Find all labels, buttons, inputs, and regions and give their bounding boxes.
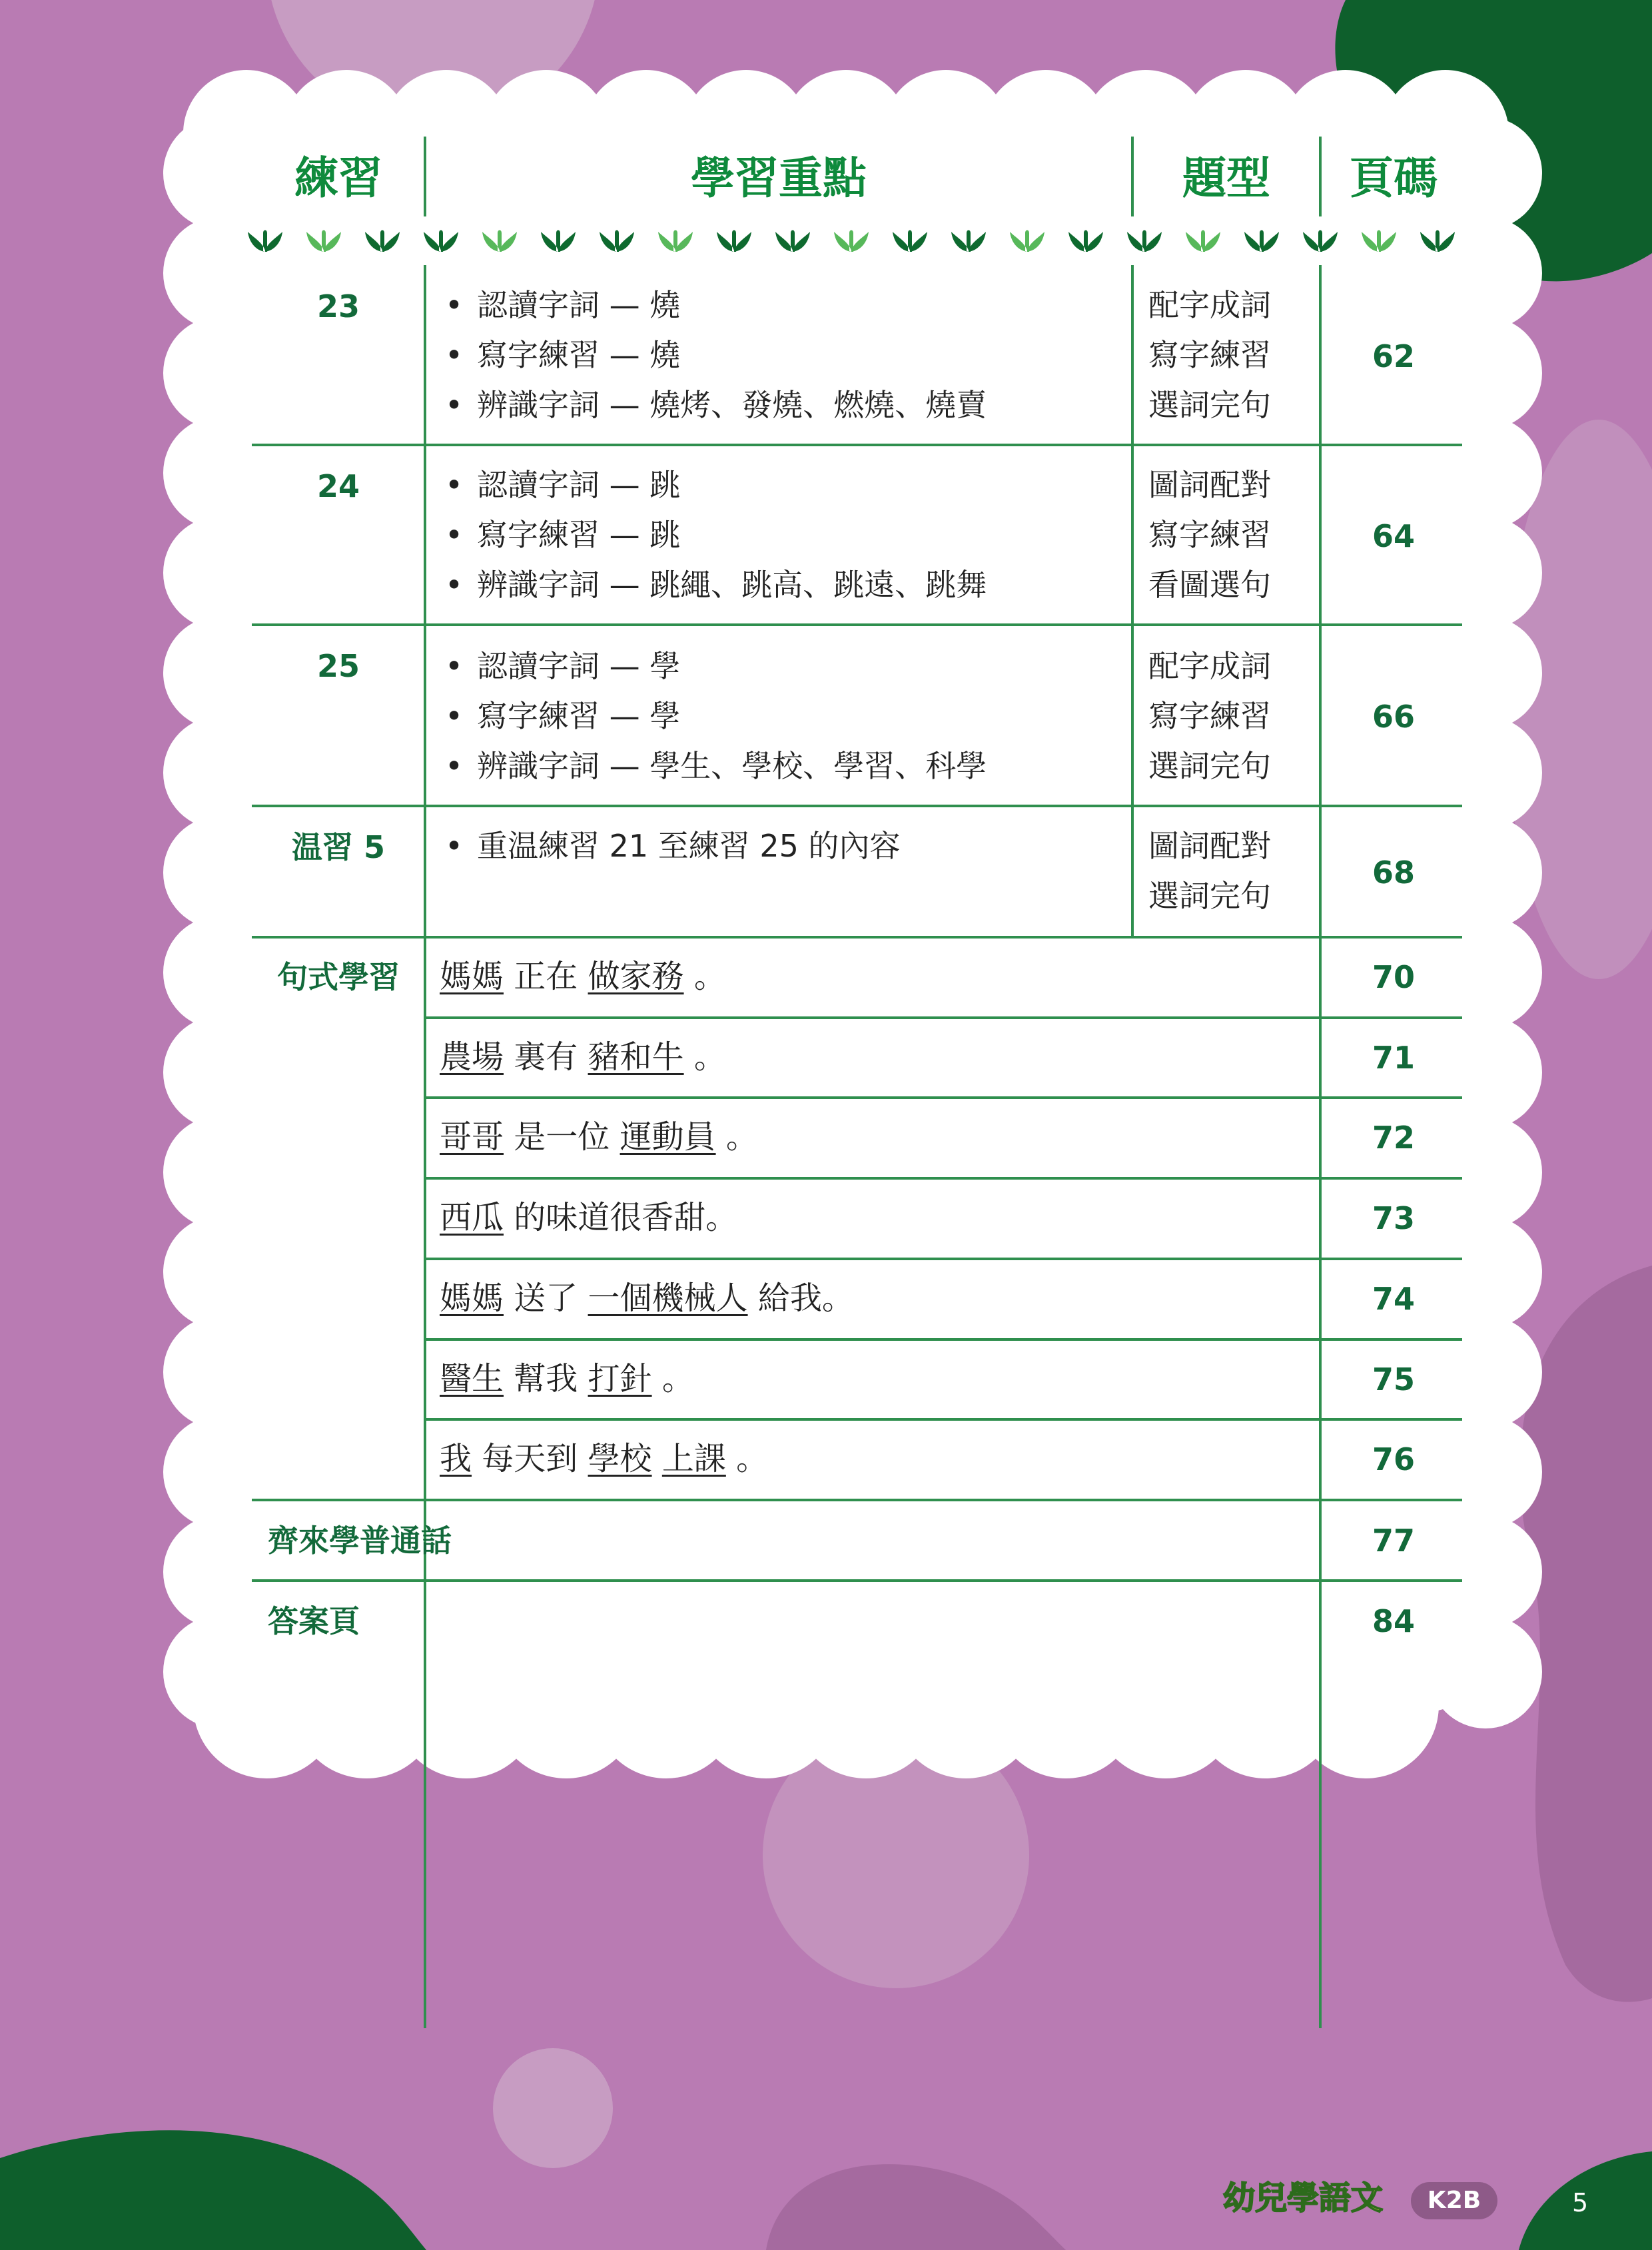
sentence-page: 76 (1372, 1441, 1415, 1477)
sprout-icon (951, 230, 986, 252)
lesson-types: 配字成詞 寫字練習 選詞完句 (1148, 287, 1271, 423)
lesson-page: 62 (1372, 338, 1415, 374)
sprout-icon (1127, 230, 1162, 252)
putonghua-label: 齊來學普通話 (268, 1523, 452, 1559)
lesson-page: 66 (1372, 699, 1415, 735)
lesson-number: 23 (316, 288, 360, 324)
sprout-icon (600, 230, 634, 252)
underlined-word: 運動員 (620, 1118, 716, 1156)
lesson-points (445, 641, 987, 791)
sentence-fragment: 正在 (504, 958, 588, 995)
sprout-icon (424, 230, 458, 252)
sprout-icon (482, 230, 517, 252)
lesson-page: 68 (1372, 855, 1415, 891)
sprout-icon (1010, 230, 1044, 252)
underlined-word: 西瓜 (440, 1199, 504, 1236)
sentence-page: 72 (1372, 1120, 1415, 1156)
answers-page: 84 (1372, 1603, 1415, 1639)
header-type: 題型 (1182, 153, 1270, 204)
sentence-fragment: 。 (725, 1440, 769, 1477)
underlined-word: 一個機械人 (588, 1280, 748, 1317)
sentence-page: 71 (1372, 1040, 1415, 1076)
putonghua-page: 77 (1372, 1523, 1415, 1559)
sprout-icon (1068, 230, 1103, 252)
sentence-fragment: 送了 (504, 1280, 588, 1317)
sentence-fragment: 。 (683, 958, 726, 995)
sentence-page: 70 (1372, 959, 1415, 995)
lesson-number: 25 (316, 648, 360, 684)
sprout-icon (775, 230, 810, 252)
sprout-icon (306, 230, 341, 252)
sentence-text (440, 1357, 694, 1401)
list-item: • 寫字練習 — 學 (445, 698, 681, 734)
sentence-text (440, 1196, 737, 1240)
sentence-section-label: 句式學習 (277, 959, 400, 995)
sentence-text (440, 1437, 768, 1481)
list-item: • 重温練習 21 至練習 25 的內容 (445, 828, 901, 864)
lesson-points (445, 821, 901, 871)
sprout-icon (1186, 230, 1220, 252)
sentence-fragment: 每天到 (472, 1440, 588, 1477)
sprout-icon (1362, 230, 1396, 252)
sentence-fragment: 裏有 (504, 1038, 588, 1076)
sprout-icon (717, 230, 751, 252)
sprout-icon (893, 230, 927, 252)
header-focus: 學習重點 (691, 153, 867, 204)
sentence-page: 74 (1372, 1281, 1415, 1317)
sprout-icon (834, 230, 869, 252)
underlined-word: 我 (440, 1440, 472, 1477)
sprout-icon (248, 230, 282, 252)
lesson-number: 24 (316, 468, 360, 504)
sentence-fragment: 的味道很香甜。 (504, 1199, 738, 1236)
underlined-word: 農場 (440, 1038, 504, 1076)
sentence-text (440, 1035, 726, 1079)
list-item: • 寫字練習 — 燒 (445, 337, 681, 373)
lesson-types: 圖詞配對 寫字練習 看圖選句 (1148, 467, 1271, 603)
list-item: • 認讀字詞 — 學 (445, 648, 681, 684)
list-item: • 辨識字詞 — 跳繩、跳高、跳遠、跳舞 (445, 567, 987, 603)
sentence-fragment: 幫我 (504, 1360, 588, 1397)
sentence-fragment: 。 (715, 1118, 758, 1156)
sprout-icon (1303, 230, 1338, 252)
header-practice: 練習 (294, 153, 382, 204)
list-item: • 認讀字詞 — 燒 (445, 287, 681, 323)
underlined-word: 哥哥 (440, 1118, 504, 1156)
sentence-text (440, 1115, 758, 1159)
list-item: • 辨識字詞 — 學生、學校、學習、科學 (445, 748, 987, 784)
lesson-points (445, 460, 987, 609)
list-item: • 認讀字詞 — 跳 (445, 467, 681, 503)
lesson-types: 圖詞配對 選詞完句 (1148, 828, 1271, 914)
sentence-text (440, 1276, 854, 1320)
list-item: • 寫字練習 — 跳 (445, 517, 681, 553)
brand-logo: 幼兒學語文 (1223, 2179, 1384, 2217)
lesson-points (445, 280, 987, 430)
sentence-fragment: 。 (683, 1038, 726, 1076)
header-page: 頁碼 (1350, 153, 1438, 204)
underlined-word: 上課 (661, 1440, 726, 1477)
underlined-word: 媽媽 (440, 1280, 504, 1317)
underlined-word: 醫生 (440, 1360, 504, 1397)
grade-badge: K2B (1411, 2182, 1497, 2219)
sprout-icon (1420, 230, 1455, 252)
sentence-fragment: 。 (651, 1360, 694, 1397)
sprout-icon (541, 230, 576, 252)
sentence-page: 73 (1372, 1200, 1415, 1236)
sentence-fragment: 是一位 (504, 1118, 620, 1156)
underlined-word: 學校 (588, 1440, 652, 1477)
lesson-number: 温習 5 (291, 829, 386, 865)
underlined-word: 做家務 (588, 958, 684, 995)
sprout-icon (365, 230, 400, 252)
list-item: • 辨識字詞 — 燒烤、發燒、燃燒、燒賣 (445, 387, 987, 423)
underlined-word: 媽媽 (440, 958, 504, 995)
answers-label: 答案頁 (268, 1603, 360, 1639)
sentence-fragment (652, 1440, 662, 1477)
sprout-icon (658, 230, 693, 252)
lesson-types: 配字成詞 寫字練習 選詞完句 (1148, 648, 1271, 784)
sentence-text (440, 954, 726, 998)
sprout-icon (1244, 230, 1279, 252)
page-number: 5 (1572, 2188, 1589, 2217)
sentence-fragment: 給我。 (747, 1280, 854, 1317)
underlined-word: 豬和牛 (588, 1038, 684, 1076)
sentence-page: 75 (1372, 1361, 1415, 1397)
lesson-page: 64 (1372, 518, 1415, 554)
underlined-word: 打針 (588, 1360, 652, 1397)
